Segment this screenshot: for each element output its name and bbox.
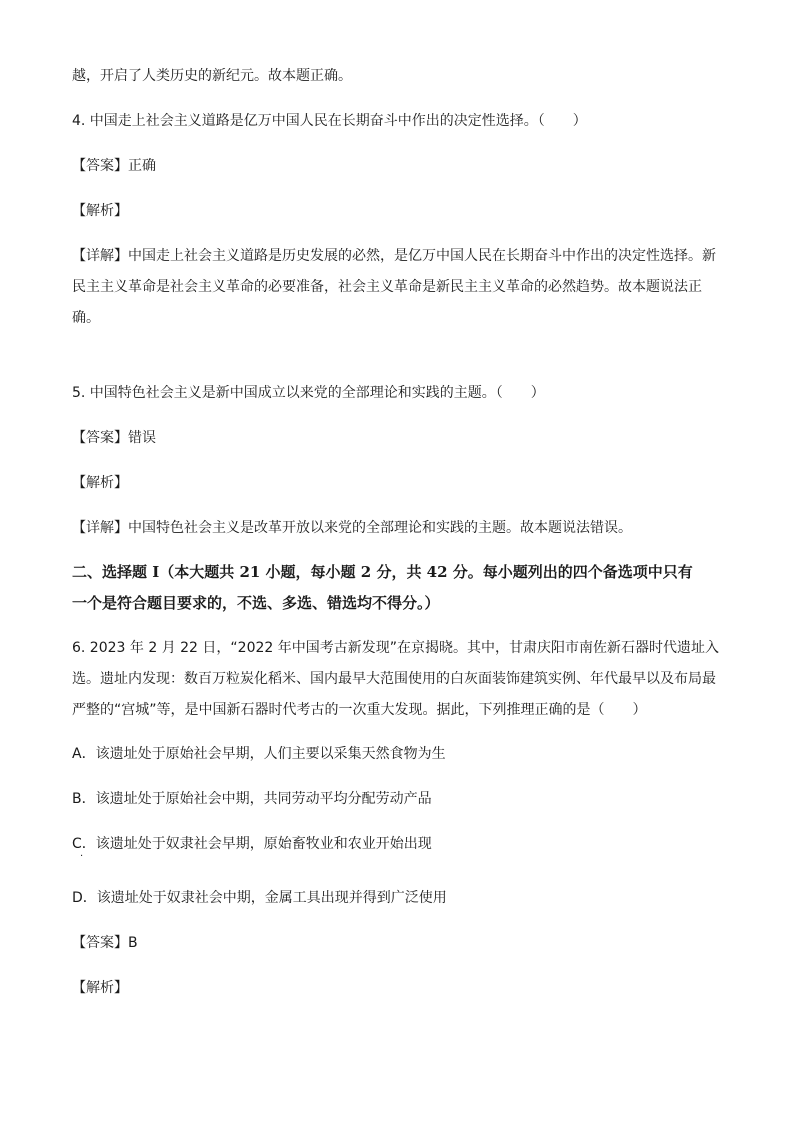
answer-value: 正确 — [128, 158, 156, 174]
answer-label: 【答案】 — [72, 935, 128, 951]
paragraph-continuation: 越，开启了人类历史的新纪元。故本题正确。 — [72, 68, 352, 84]
question-4: 4. 中国走上社会主义道路是亿万中国人民在长期奋斗中作出的决定性选择。（ ） — [72, 113, 587, 129]
question-6-answer — [72, 933, 138, 953]
option-a: A．该遗址处于原始社会早期，人们主要以采集天然食物为生 — [72, 746, 446, 762]
answer-value: 错误 — [128, 430, 156, 446]
section-heading-line-1: 二、选择题 I（本大题共 21 小题，每小题 2 分，共 42 分。每小题列出的四个备选项中只有 — [72, 563, 693, 581]
question-4-analysis-label: 【解析】 — [72, 203, 128, 219]
question-4-detail-line-1: 【详解】中国走上社会主义道路是历史发展的必然，是亿万中国人民在长期奋斗中作出的决定性选择。新 — [72, 248, 716, 264]
question-6-line-3: 严整的“宫城”等，是中国新石器时代考古的一次重大发现。据此，下列推理正确的是（ ） — [72, 702, 647, 718]
option-d: D．该遗址处于奴隶社会中期，金属工具出现并得到广泛使用 — [72, 890, 447, 906]
option-c: C．该遗址处于奴隶社会早期，原始畜牧业和农业开始出现 — [72, 836, 432, 852]
option-b: B．该遗址处于原始社会中期，共同劳动平均分配劳动产品 — [72, 791, 432, 807]
question-6-line-2: 选。遗址内发现：数百万粒炭化稻米、国内最早大范围使用的白灰面装饰建筑实例、年代最早以及布局最 — [72, 671, 716, 687]
section-heading-line-2: 一个是符合题目要求的，不选、多选、错选均不得分。） — [72, 594, 440, 612]
question-5-answer — [72, 428, 156, 448]
question-6-line-1: 6. 2023 年 2 月 22 日，“2022 年中国考古新发现”在京揭晓。其中，甘肃庆阳市南佐新石器时代遗址入 — [72, 640, 719, 656]
stray-dot-mark: · — [80, 851, 84, 862]
question-5-detail: 【详解】中国特色社会主义是改革开放以来党的全部理论和实践的主题。故本题说法错误。 — [72, 520, 632, 536]
answer-label: 【答案】 — [72, 158, 128, 174]
question-4-detail-line-3: 确。 — [72, 310, 100, 326]
question-5-analysis-label: 【解析】 — [72, 475, 128, 491]
answer-value: B — [128, 935, 138, 951]
question-4-answer — [72, 156, 156, 176]
question-6-analysis-label: 【解析】 — [72, 980, 128, 996]
answer-label: 【答案】 — [72, 430, 128, 446]
question-4-detail-line-2: 民主主义革命是社会主义革命的必要准备，社会主义革命是新民主主义革命的必然趋势。故本题说法正 — [72, 279, 702, 295]
question-5: 5. 中国特色社会主义是新中国成立以来党的全部理论和实践的主题。（ ） — [72, 385, 545, 401]
